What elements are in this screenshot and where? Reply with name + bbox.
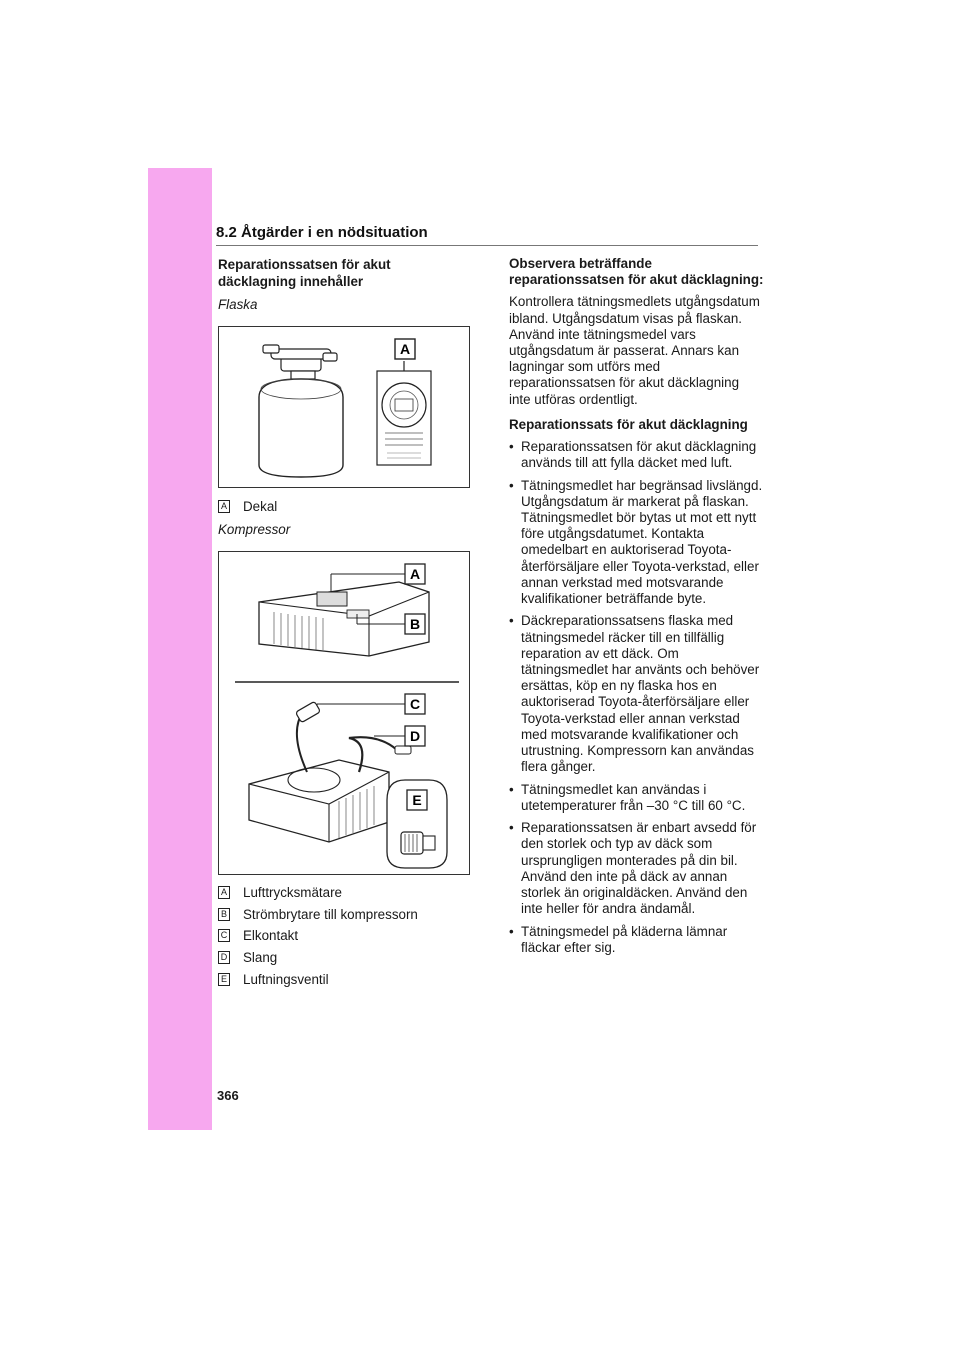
kompressor-caption: Kompressor [218,522,291,537]
bullet-text: Reparationssatsen för akut däcklagning används till att fylla däcket med luft. [521,439,757,471]
left-column [218,256,470,992]
bottle-figure [218,326,470,488]
legend-letter: A [218,500,230,513]
label-c: C [409,696,421,712]
flaska-label-a: A [399,341,411,357]
legend-text: Dekal [243,499,278,514]
bullet-item: • Tätningsmedel på kläderna lämnar fläckar efter sig. [509,923,728,955]
notice-paragraph: Kontrollera tätningsmedlets utgångsdatum ibland. Utgångsdatum visas på flaskan. Använd inte tätningsmedel vars utgångsdatum är passerat. Annars kan lagningar som utförs med reparationssatsen för akut däcklagning inte utföras ordentligt. [509,294,760,407]
kit-heading: Reparationssats för akut däcklagning [509,416,748,432]
contents-heading: Reparationssatsen för akut däcklagning innehåller [218,257,391,289]
right-column [509,256,764,962]
label-e: E [412,792,422,808]
bullet-item: • Däckreparationssatsens flaska med tätningsmedel räcker till en tillfällig reparation av ett däck. Om tätningsmedlet har använts och behöver ersättas, köp en ny flaska hos en auktoriserad Toyota-återförsäljare eller Toyota-verkstad eller annan verkstad med motsvarande kvalifikationer och utrustning. Kompressorn kan användas flera gånger. [509,613,760,775]
kompressor-legend-c [218,927,470,944]
bullet-item: • Reparationssatsen för akut däcklagning används till att fylla däcket med luft. [509,439,757,471]
notice-heading: Observera beträffande reparationssatsen för akut däcklagning: [509,256,764,288]
kit-bullet-list [509,439,764,956]
section-divider [216,245,758,246]
compressor-illustration [219,552,469,874]
bullet-item: • Tätningsmedlet kan användas i utetemperaturer från –30 °C till 60 °C. [509,781,746,813]
legend-text: Luftningsventil [243,971,329,987]
bullet-text: Tätningsmedlet kan användas i utetemperaturer från –30 °C till 60 °C. [521,781,746,813]
section-title: 8.2 Åtgärder i en nödsituation [216,224,428,241]
legend-letter: B [218,908,230,921]
bullet-text: Reparationssatsen är enbart avsedd för den storlek och typ av däck som ursprungligen monterades på din bil. Använd den inte på däck av annan storlek än originaldäcken. Använd den inte heller för andra ändamål. [521,820,757,917]
legend-letter: C [218,929,230,942]
page-number: 366 [217,1088,239,1103]
kompressor-legend-e [218,971,470,988]
label-b: B [409,616,421,632]
legend-letter: A [218,886,230,899]
bullet-text: Tätningsmedel på kläderna lämnar fläckar efter sig. [521,923,728,955]
kompressor-legend-a [218,884,470,901]
bullet-text: Tätningsmedlet har begränsad livslängd. Utgångsdatum är markerat på flaskan. Tätningsmedlet bör bytas ut mot ett nytt före utgångsdatumet. Kontakta omedelbart en auktoriserad Toyota-återförsäljare eller Toyota-verkstad, eller annan verkstad med motsvarande kvalifikationer beträffande byte. [521,477,763,607]
bullet-item: • Reparationssatsen är enbart avsedd för den storlek och typ av däck som ursprungligen monterades på din bil. Använd den inte på däck av annan storlek än originaldäcken. Använd den inte heller för andra ändamål. [509,820,757,917]
label-d: D [409,728,421,744]
flaska-caption: Flaska [218,297,258,312]
compressor-figure [218,551,470,875]
legend-text: Elkontakt [243,928,299,944]
legend-text: Lufttrycksmätare [243,885,342,900]
legend-text: Slang [243,950,278,966]
bullet-text: Däckreparationssatsens flaska med tätningsmedel räcker till en tillfällig reparation av ett däck. Om tätningsmedlet har använts och behöver ersättas, köp en ny flaska hos en auktoriserad Toyota-återförsäljare eller Toyota-verkstad eller annan verkstad med motsvarande kvalifikationer och utrustning. Kompressorn kan användas flera gånger. [521,613,760,775]
kompressor-legend-d [218,949,470,966]
bottle-illustration [219,327,469,487]
flaska-legend-item [218,498,470,515]
label-a: A [409,566,421,582]
legend-text: Strömbrytare till kompressorn [243,906,418,922]
bullet-item: • Tätningsmedlet har begränsad livslängd. Utgångsdatum är markerat på flaskan. Tätningsmedlet bör bytas ut mot ett nytt före utgångsdatumet. Kontakta omedelbart en auktoriserad Toyota-återförsäljare eller Toyota-verkstad, eller annan verkstad med motsvarande kvalifikationer beträffande byte. [509,477,763,607]
kompressor-legend-b [218,906,470,923]
legend-letter: E [218,973,230,986]
side-margin-band [148,168,212,1130]
legend-letter: D [218,951,230,964]
